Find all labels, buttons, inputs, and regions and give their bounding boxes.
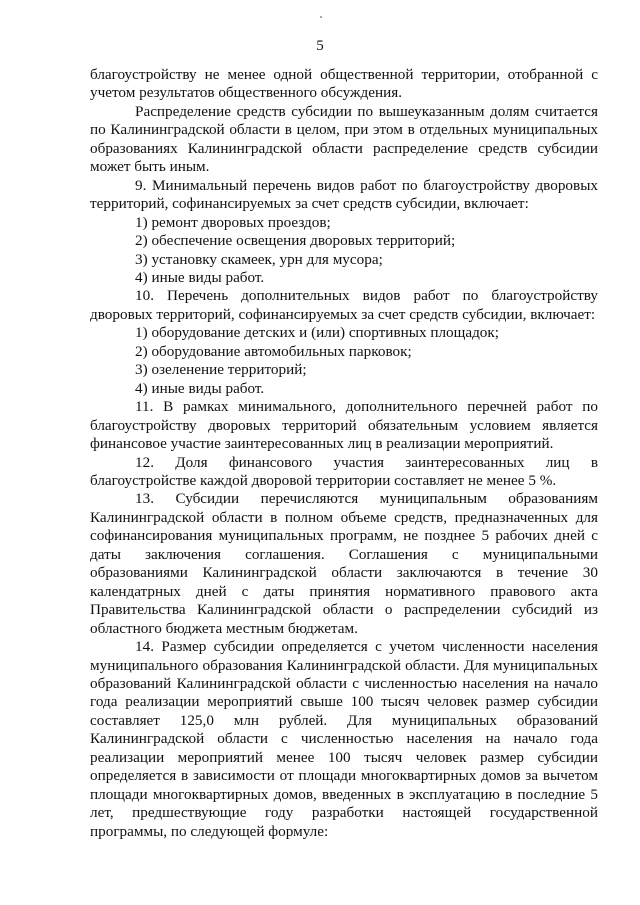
list-item: 3) установку скамеек, урн для мусора;: [135, 250, 383, 268]
paragraph: 14. Размер субсидии определяется с учетом численности населения муниципального образования Калининградской области. Для муниципальных образований Калининградской области с численностью населения на начало года реализации мероприятий свыше 100 тысяч человек размер субсидии составляет 125,0 млн рублей. Для муниципальных образований Калининградской области с численностью населения на начало года реализации мероприятий менее 100 тысяч человек размер субсидии определяется в зависимости от площади многоквартирных домов за вычетом площади многоквартирных домов, введенных в эксплуатацию в последние 5 лет, предшествующие году разработки настоящей государственной программы, по следующей формуле:: [90, 638, 598, 840]
list-item: 1) ремонт дворовых проездов;: [135, 213, 331, 231]
scan-speck: [320, 16, 322, 18]
document-body: [90, 66, 598, 841]
page-number: 5: [316, 38, 324, 54]
paragraph: благоустройству не менее одной общественной территории, отобранной с учетом результатов общественного обсуждения.: [90, 66, 598, 102]
list-item: 1) оборудование детских и (или) спортивных площадок;: [135, 324, 499, 342]
list-item: 3) озеленение территорий;: [135, 361, 307, 379]
list-item: 4) иные виды работ.: [135, 379, 265, 397]
paragraph: 13. Субсидии перечисляются муниципальным образованиям Калининградской области в полном объеме средств, предназначенных для софинансирования муниципальных программ, не позднее 5 рабочих дней с даты заключения соглашения. Соглашения с муниципальными образованиями Калининградской области заключаются в течение 30 календатрных дней с даты принятия нормативного правового акта Правительства Калининградской области о распределении субсидий из областного бюджета местным бюджетам.: [90, 490, 598, 637]
paragraph: 11. В рамках минимального, дополнительного перечней работ по благоустройству дворовых территорий обязательным условием является финансовое участие заинтересованных лиц в реализации мероприятий.: [90, 398, 598, 453]
paragraph: Распределение средств субсидии по вышеуказанным долям считается по Калининградской области в целом, при этом в отдельных муниципальных образованиях Калининградской области распределение средств субсидии может быть иным.: [90, 102, 598, 176]
paragraph: 9. Минимальный перечень видов работ по благоустройству дворовых территорий, софинансируемых за счет средств субсидии, включает:: [90, 176, 598, 213]
paragraph: 12. Доля финансового участия заинтересованных лиц в благоустройстве каждой дворовой территории составляет не менее 5 %.: [90, 453, 598, 489]
paragraph: 10. Перечень дополнительных видов работ по благоустройству дворовых территорий, софинансируемых за счет средств субсидии, включает:: [90, 287, 598, 323]
list-item: 4) иные виды работ.: [135, 268, 265, 286]
list-item: 2) обеспечение освещения дворовых территорий;: [135, 232, 456, 250]
list-item: 2) оборудование автомобильных парковок;: [135, 342, 412, 360]
